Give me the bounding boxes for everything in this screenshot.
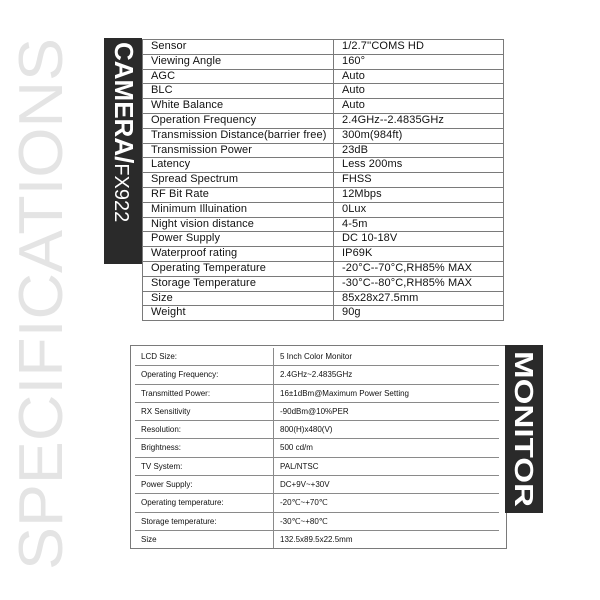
monitor-label: TV System: [135,457,274,475]
camera-row [143,84,504,99]
monitor-row [135,512,499,530]
monitor-row [135,439,499,457]
camera-value: Auto [334,99,504,114]
camera-value: DC 10-18V [334,232,504,247]
monitor-value: 16±1dBm@Maximum Power Setting [274,384,500,402]
monitor-value: -90dBm@10%PER [274,402,500,420]
camera-tab-label: CAMERA/ [109,42,139,164]
camera-value: 85x28x27.5mm [334,291,504,306]
camera-row [143,232,504,247]
camera-value: 4-5m [334,217,504,232]
monitor-value: -30℃~+80℃ [274,512,500,530]
monitor-label: RX Sensitivity [135,402,274,420]
monitor-value: -20℃~+70℃ [274,494,500,512]
camera-value: 0Lux [334,202,504,217]
camera-section-tab [104,38,142,264]
monitor-row [135,457,499,475]
camera-value: Auto [334,84,504,99]
camera-value: 2.4GHz--2.4835GHz [334,113,504,128]
monitor-label: Transmitted Power: [135,384,274,402]
camera-row [143,247,504,262]
camera-label: AGC [143,69,334,84]
camera-row [143,291,504,306]
camera-spec-table [142,39,504,321]
monitor-row [135,366,499,384]
monitor-row [135,494,499,512]
camera-value: Auto [334,69,504,84]
camera-row [143,69,504,84]
camera-label: Waterproof rating [143,247,334,262]
specifications-title-text: SPECIFICATIONS [7,57,76,570]
camera-value: 1/2.7''COMS HD [334,40,504,55]
monitor-label: Operating temperature: [135,494,274,512]
camera-value: -20°C--70°C,RH85% MAX [334,261,504,276]
camera-row [143,99,504,114]
camera-row [143,202,504,217]
monitor-value: PAL/NTSC [274,457,500,475]
camera-label: Storage Temperature [143,276,334,291]
camera-value: 160° [334,54,504,69]
camera-row [143,128,504,143]
monitor-label: Resolution: [135,421,274,439]
monitor-label: Power Supply: [135,476,274,494]
camera-row [143,40,504,55]
camera-label: Sensor [143,40,334,55]
camera-label: Transmission Distance(barrier free) [143,128,334,143]
monitor-value: 132.5x89.5x22.5mm [280,534,353,544]
camera-label: Spread Spectrum [143,173,334,188]
camera-label: Night vision distance [143,217,334,232]
monitor-value: 5 Inch Color Monitor [274,348,500,366]
camera-tab-model: FX922 [110,163,132,223]
monitor-label: Operating Frequency: [135,366,274,384]
monitor-section-tab [505,345,543,513]
camera-label: Viewing Angle [143,54,334,69]
camera-label: Operation Frequency [143,113,334,128]
camera-row [143,143,504,158]
monitor-row [135,402,499,420]
camera-label: Latency [143,158,334,173]
camera-value: 23dB [334,143,504,158]
monitor-label: Storage temperature: [135,512,274,530]
monitor-row [135,384,499,402]
monitor-value: 500 cd/m [274,439,500,457]
monitor-row [135,476,499,494]
monitor-value: 800(H)x480(V) [274,421,500,439]
monitor-value: 2.4GHz~2.4835GHz [274,366,500,384]
monitor-label: LCD Size: [135,348,274,366]
camera-row [143,158,504,173]
monitor-label: Size [135,530,274,548]
camera-label: Minimum Illuination [143,202,334,217]
camera-label: Weight [143,306,334,321]
monitor-spec-table [135,348,499,548]
camera-row [143,217,504,232]
camera-label: Operating Temperature [143,261,334,276]
monitor-row [135,530,499,548]
monitor-row [135,348,499,366]
camera-row [143,187,504,202]
camera-label: RF Bit Rate [143,187,334,202]
monitor-value: DC+9V~+30V [274,476,500,494]
svg-text:CAMERA/FX922 [109,42,139,222]
camera-label: White Balance [143,99,334,114]
camera-label: BLC [143,84,334,99]
specifications-side-title [7,30,76,575]
camera-row [143,276,504,291]
camera-value: 90g [334,306,504,321]
camera-value: Less 200ms [334,158,504,173]
camera-label: Power Supply [143,232,334,247]
camera-row [143,306,504,321]
camera-row [143,54,504,69]
camera-row [143,113,504,128]
monitor-label: Brightness: [135,439,274,457]
camera-value: 300m(984ft) [334,128,504,143]
camera-row [143,261,504,276]
monitor-tab-label: MONITOR [509,351,539,474]
camera-row [143,173,504,188]
monitor-row [135,421,499,439]
camera-label: Transmission Power [143,143,334,158]
camera-value: IP69K [334,247,504,262]
camera-value: -30°C--80°C,RH85% MAX [334,276,504,291]
camera-label: Size [143,291,334,306]
camera-value: 12Mbps [334,187,504,202]
camera-value: FHSS [334,173,504,188]
